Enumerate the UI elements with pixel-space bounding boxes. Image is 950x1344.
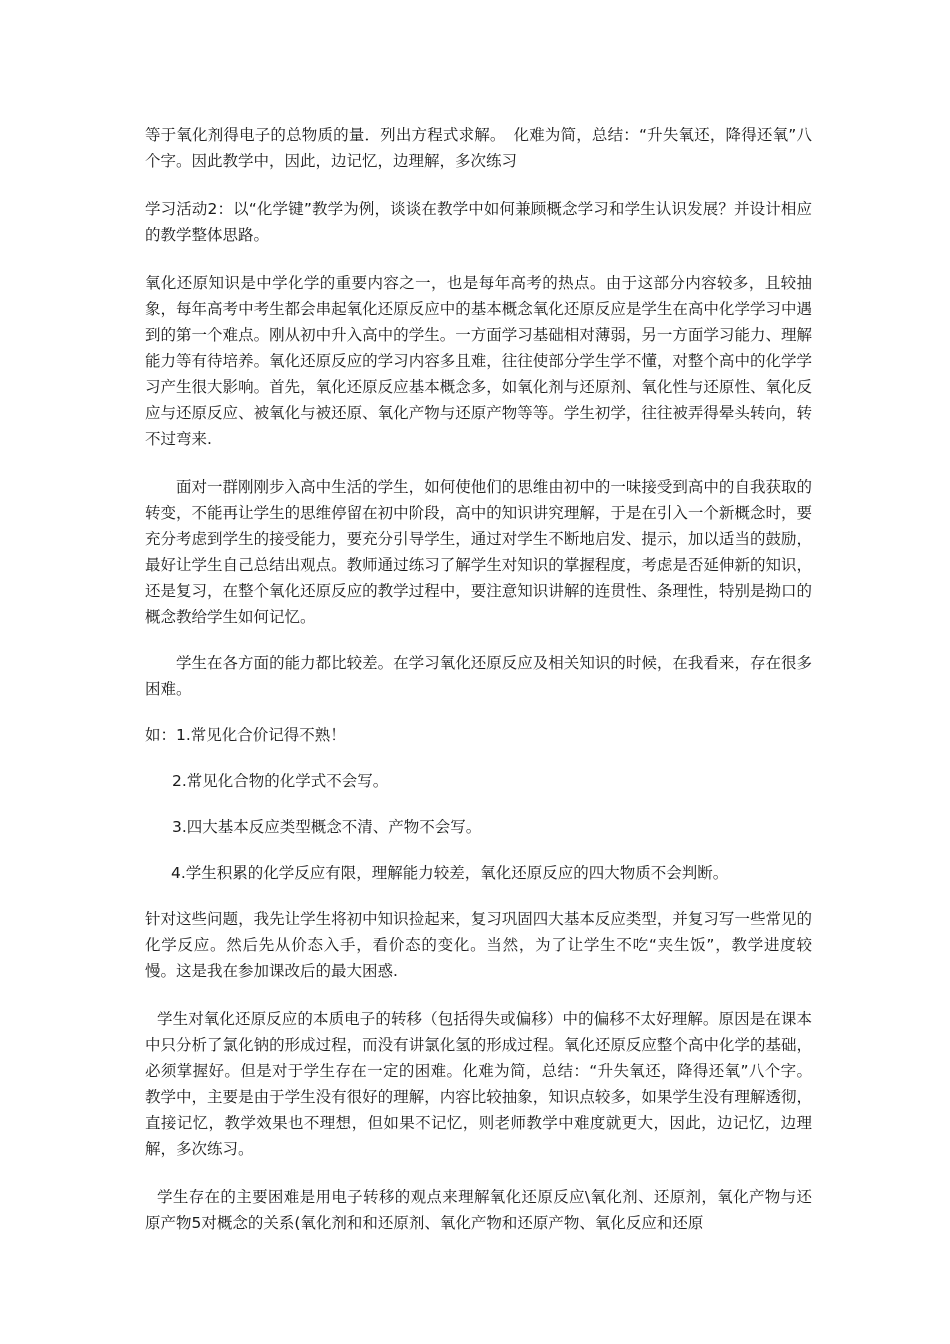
paragraph-redox-overview: 氧化还原知识是中学化学的重要内容之一，也是每年高考的热点。由于这部分内容较多，且较抽象，每年高考中考生都会串起氧化还原反应中的基本概念氧化还原反应是学生在高中化学学习中遇到的第一个难点。刚从初中升入高中的学生。一方面学习基础相对薄弱，另一方面学习能力、理解能力等有待培养。氧化还原反应的学习内容多且难，往往使部分学生学不懂，对整个高中的化学学习产生很大影响。首先，氧化还原反应基本概念多，如氧化剂与还原剂、氧化性与还原性、氧化反应与还原反应、被氧化与被还原、氧化产物与还原产物等等。学生初学，往往被弄得晕头转向，转不过弯来.	[145, 274, 812, 448]
paragraph-teaching-approach: 面对一群刚刚步入高中生活的学生，如何使他们的思维由初中的一味接受到高中的自我获取的转变，不能再让学生的思维停留在初中阶段，高中的知识讲究理解，于是在引入一个新概念时，要充分考虑到学生的接受能力，要充分引导学生，通过对学生不断地启发、提示，加以适当的鼓励，最好让学生自己总结出观点。教师通过练习了解学生对知识的掌握程度，考虑是否延伸新的知识，还是复习，在整个氧化还原反应的教学过程中，要注意知识讲解的连贯性、条理性，特别是拗口的概念教给学生如何记忆。	[145, 478, 812, 626]
list-item-2: 2.常见化合物的化学式不会写。	[172, 772, 389, 790]
list-item-1: 如：1.常见化合价记得不熟！	[145, 726, 346, 744]
paragraph-intro: 等于氧化剂得电子的总物质的量．列出方程式求解。 化难为简，总结：“升失氧还，降得还氧”八个字。因此教学中，因此，边记忆，边理解，多次练习	[145, 126, 812, 170]
list-item-4: 4.学生积累的化学反应有限，理解能力较差，氧化还原反应的四大物质不会判断。	[171, 864, 729, 882]
list-item-3: 3.四大基本反应类型概念不清、产物不会写。	[172, 818, 482, 836]
paragraph-student-difficulties: 学生在各方面的能力都比较差。在学习氧化还原反应及相关知识的时候，在我看来，存在很多困难。	[145, 654, 812, 698]
paragraph-response: 针对这些问题，我先让学生将初中知识捡起来，复习巩固四大基本反应类型，并复习写一些常见的化学反应。然后先从价态入手，看价态的变化。当然，为了让学生不吃“夹生饭”，教学进度较慢。这是我在参加课改后的最大困惑.	[145, 910, 812, 980]
paragraph-main-difficulty: 学生存在的主要困难是用电子转移的观点来理解氧化还原反应\氧化剂、还原剂，氧化产物与还原产物5对概念的关系(氧化剂和和还原剂、氧化产物和还原产物、氧化反应和还原	[145, 1188, 812, 1232]
paragraph-electron-transfer: 学生对氧化还原反应的本质电子的转移（包括得失或偏移）中的偏移不太好理解。原因是在课本中只分析了氯化钠的形成过程，而没有讲氯化氢的形成过程。氧化还原反应整个高中化学的基础，必须掌握好。但是对于学生存在一定的困难。化难为简，总结：“升失氧还，降得还氧”八个字。教学中，主要是由于学生没有很好的理解，内容比较抽象，知识点较多，如果学生没有理解透彻，直接记忆，教学效果也不理想，但如果不记忆，则老师教学中难度就更大，因此，边记忆，边理解，多次练习。	[145, 1010, 812, 1158]
document-page	[145, 122, 812, 1236]
paragraph-activity-2: 学习活动2：以“化学键”教学为例，谈谈在教学中如何兼顾概念学习和学生认识发展？并设计相应的教学整体思路。	[145, 200, 812, 244]
